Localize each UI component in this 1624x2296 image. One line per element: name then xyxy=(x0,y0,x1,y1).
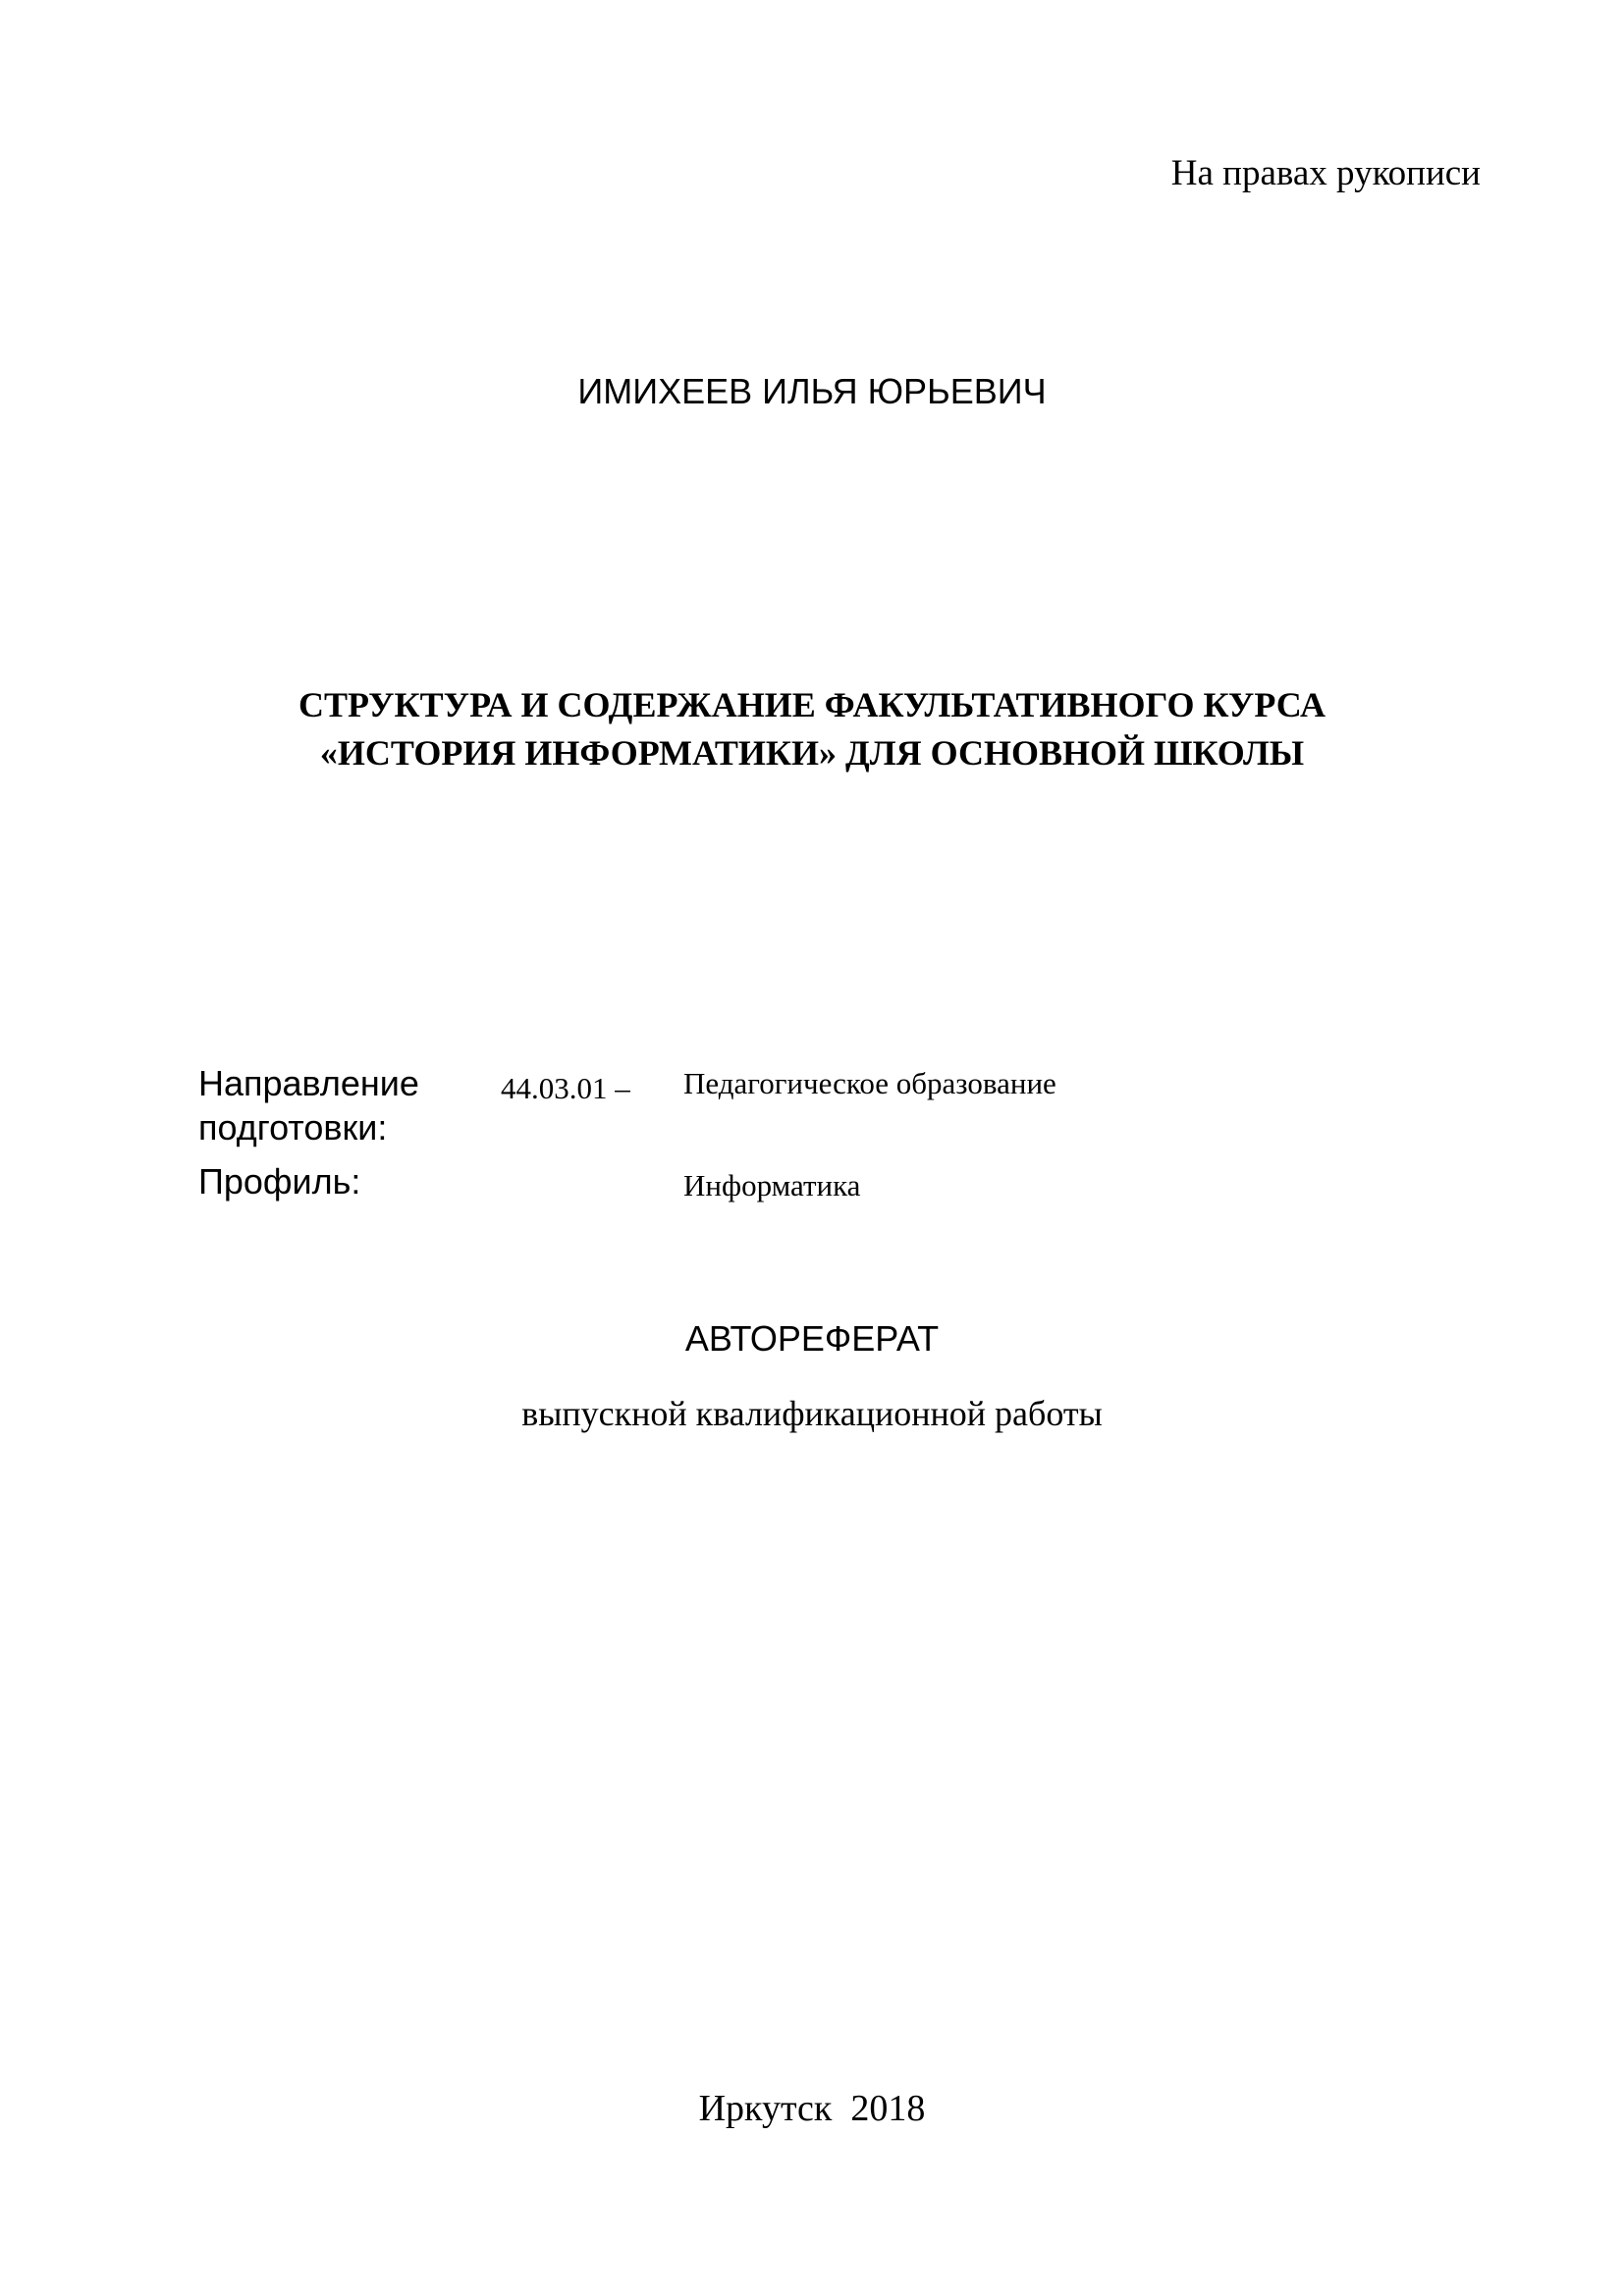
thesis-title-line-1: СТРУКТУРА И СОДЕРЖАНИЕ ФАКУЛЬТАТИВНОГО КУРСА xyxy=(298,685,1326,724)
direction-label-line-1: Направление xyxy=(198,1063,419,1103)
direction-label-line-2: подготовки: xyxy=(198,1107,388,1148)
document-type-subtitle: выпускной квалификационной работы xyxy=(521,1394,1103,1433)
author-name: ИМИХЕЕВ ИЛЬЯ ЮРЬЕВИЧ xyxy=(577,371,1047,411)
profile-value: Информатика xyxy=(683,1168,861,1202)
direction-code: 44.03.01 – xyxy=(501,1071,630,1105)
manuscript-note: На правах рукописи xyxy=(1170,153,1481,193)
thesis-title xyxy=(196,681,1428,777)
thesis-title-line-2: «ИСТОРИЯ ИНФОРМАТИКИ» ДЛЯ ОСНОВНОЙ ШКОЛЫ xyxy=(319,733,1305,773)
profile-label: Профиль: xyxy=(198,1161,361,1201)
city-year: Иркутск 2018 xyxy=(698,2088,926,2129)
direction-value: Педагогическое образование xyxy=(683,1066,1056,1100)
direction-label xyxy=(198,1061,419,1149)
document-type-heading: АВТОРЕФЕРАТ xyxy=(684,1318,940,1359)
